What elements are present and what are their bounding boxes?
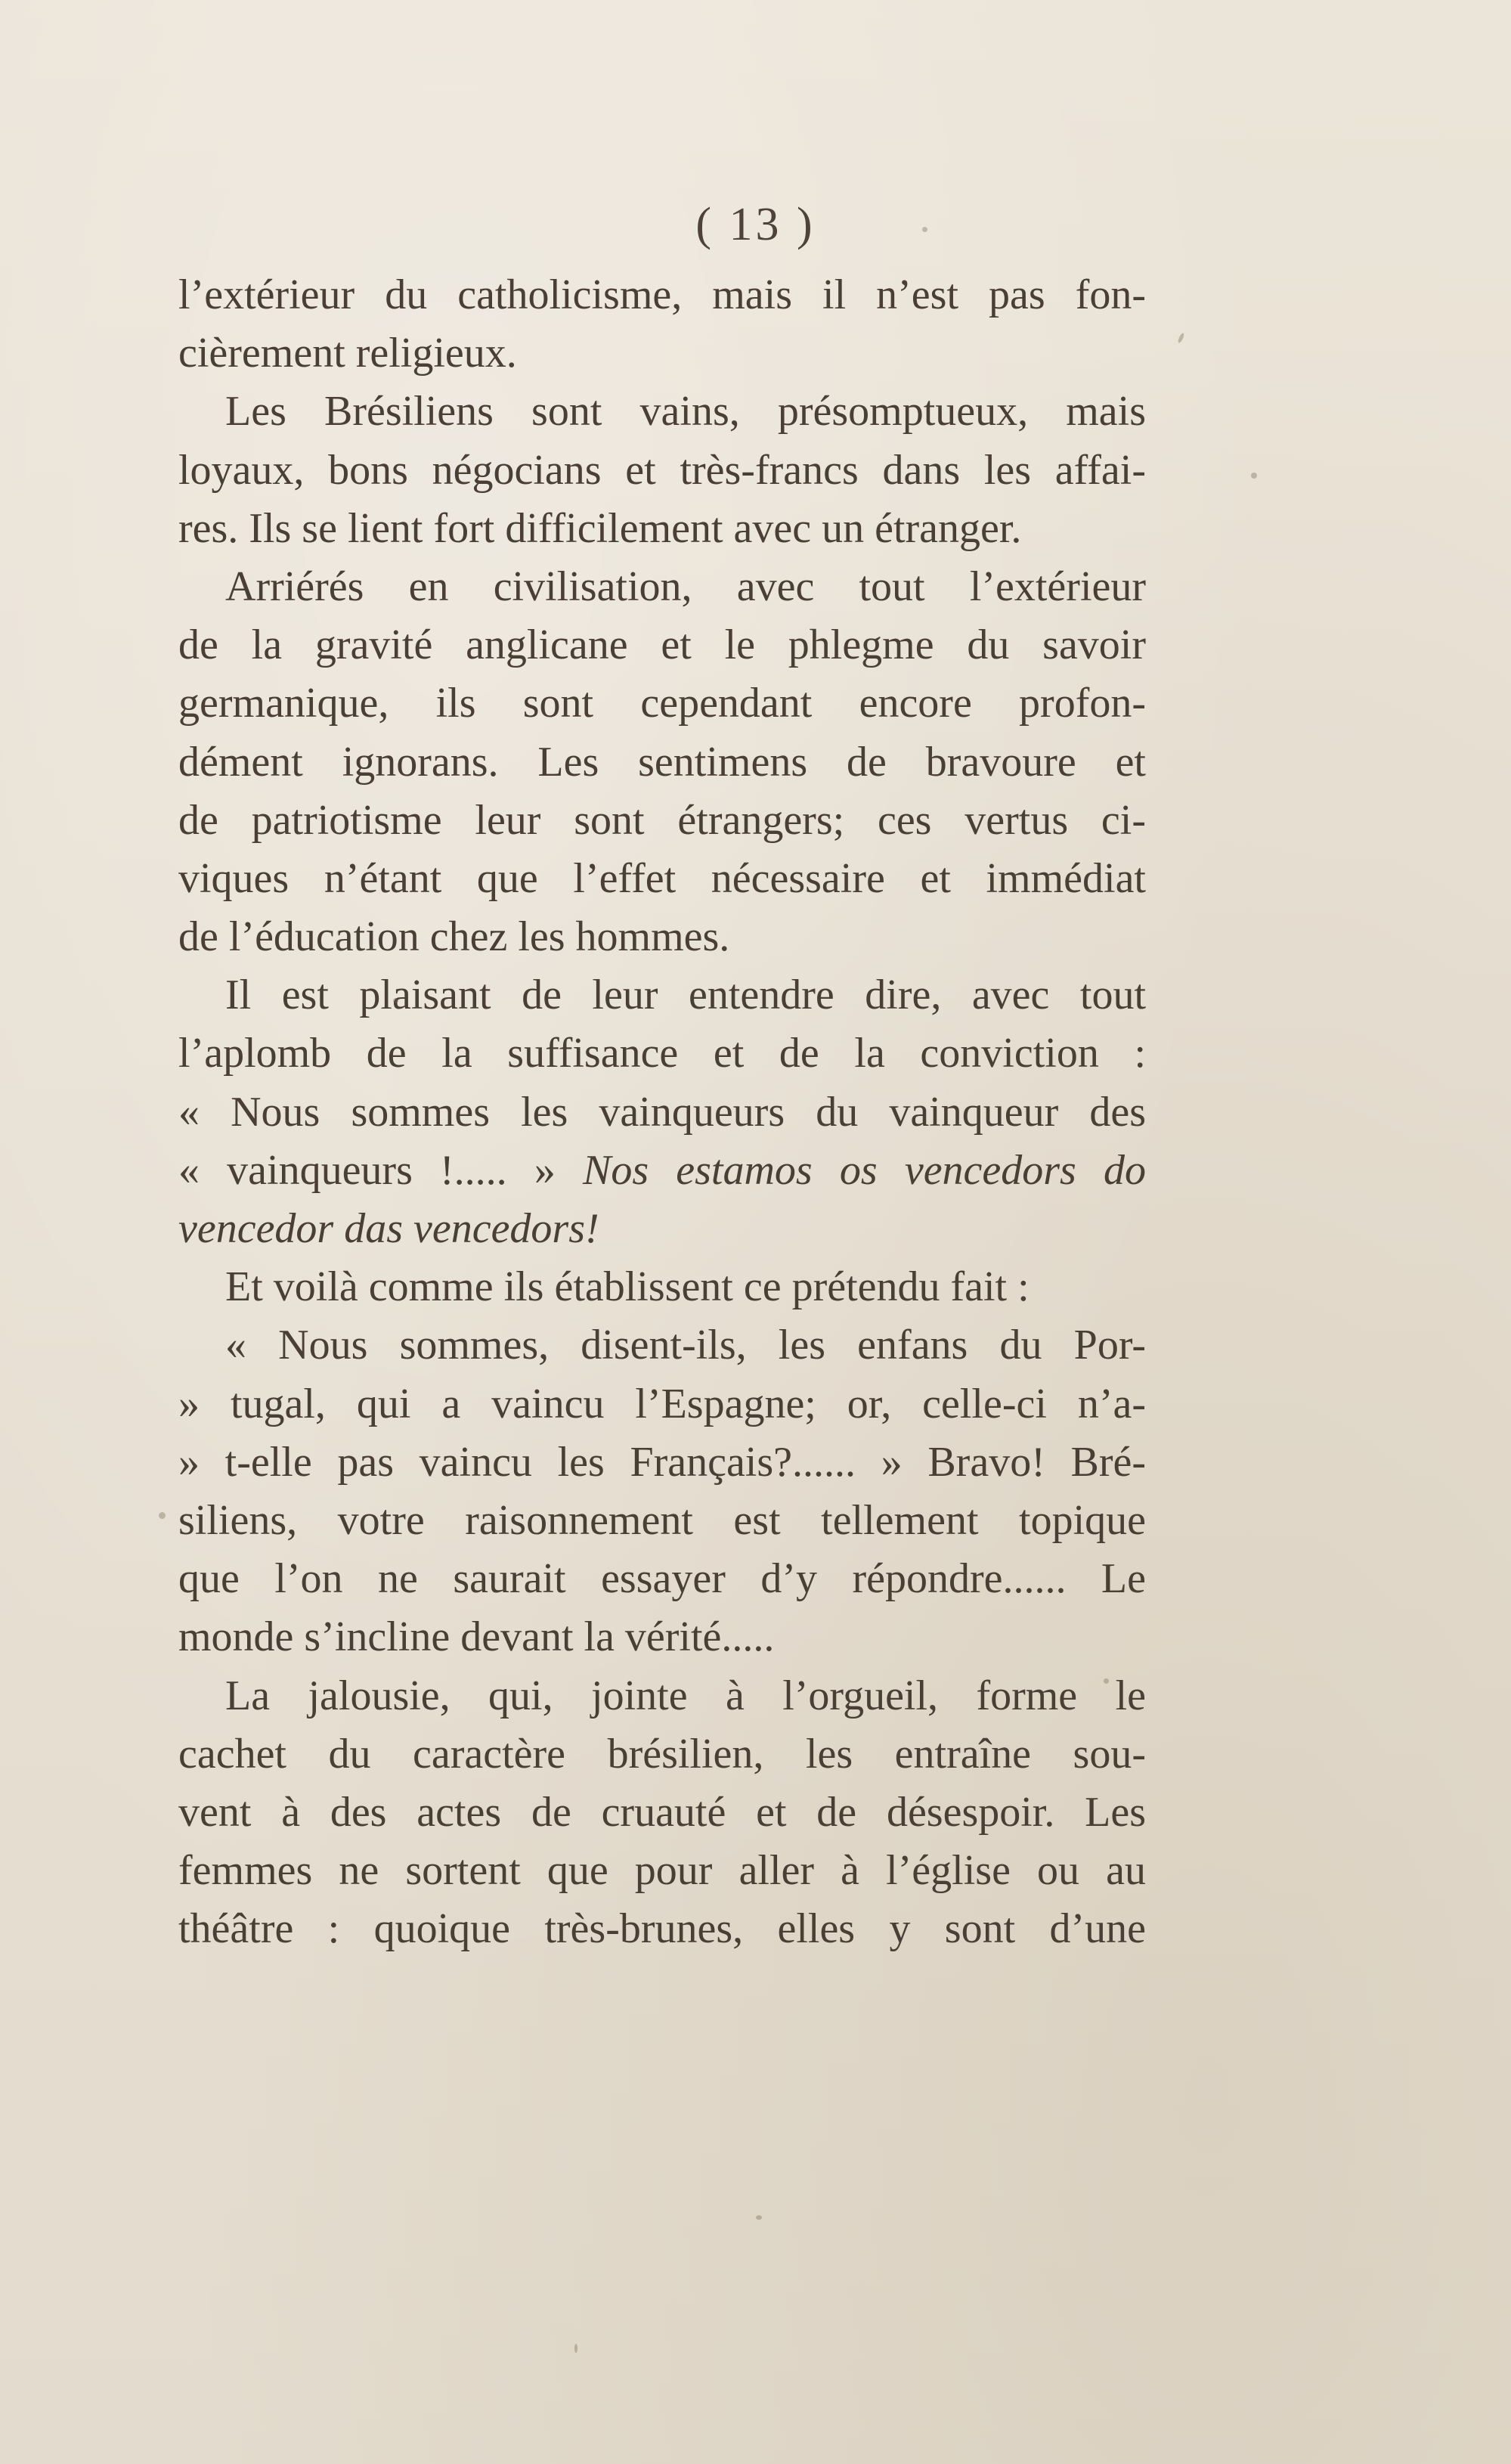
paper-speck (393, 998, 398, 1003)
page-number: ( 13 ) (695, 199, 816, 250)
text-line: l’aplomb de la suffisance et de la conviction : (178, 1030, 1146, 1077)
text-line: cachet du caractère brésilien, les entraîne sou- (178, 1730, 1146, 1777)
text-line: « Nous sommes les vainqueurs du vainqueur des (178, 1088, 1146, 1136)
text-line: femmes ne sortent que pour aller à l’église ou au (178, 1847, 1146, 1895)
text-line: Et voilà comme ils établissent ce prétendu fait : (225, 1263, 1030, 1311)
text-line: monde s’incline devant la vérité..... (178, 1613, 775, 1661)
text-line: Les Brésiliens sont vains, présomptueux, mais (225, 388, 1146, 435)
text-line: cièrement religieux. (178, 330, 517, 377)
paper-speck (574, 2344, 577, 2353)
text-line: res. Ils se lient fort difficilement avec un étranger. (178, 504, 1022, 552)
text-line: de la gravité anglicane et le phlegme du savoir (178, 621, 1146, 669)
text-line: de l’éducation chez les hommes. (178, 913, 730, 961)
text-line: germanique, ils sont cependant encore profon- (178, 680, 1146, 727)
text-line: dément ignorans. Les sentimens de bravoure et (178, 738, 1146, 786)
text-line: l’extérieur du catholicisme, mais il n’est pas fon- (178, 271, 1146, 318)
text-line: siliens, votre raisonnement est tellement topique (178, 1496, 1146, 1544)
text-line: que l’on ne saurait essayer d’y répondre...... Le (178, 1555, 1146, 1603)
text-line: loyaux, bons négocians et très-francs dans les affai- (178, 446, 1146, 494)
text-line: « Nous sommes, disent-ils, les enfans du Por- (225, 1322, 1146, 1369)
quote-end: « vainqueurs !..... » (178, 1146, 556, 1194)
paper-speck (1104, 1678, 1109, 1684)
text-line: Il est plaisant de leur entendre dire, avec tout (225, 972, 1146, 1019)
text-line: » t-elle pas vaincu les Français?...... » Bravo! Bré- (178, 1438, 1146, 1486)
portuguese-quote-cont: vencedor das vencedors! (178, 1205, 599, 1252)
text-line: viques n’étant que l’effet nécessaire et immédiat (178, 854, 1146, 902)
text-line: vent à des actes de cruauté et de désespoir. Les (178, 1788, 1146, 1836)
text-line: de patriotisme leur sont étrangers; ces vertus ci- (178, 796, 1146, 844)
text-line: » tugal, qui a vaincu l’Espagne; or, celle-ci n’a- (178, 1380, 1146, 1427)
text-line: La jalousie, qui, jointe à l’orgueil, forme le (225, 1672, 1146, 1719)
paper-speck (1177, 333, 1184, 344)
page-body-text (178, 266, 1146, 1958)
portuguese-quote: Nos estamos os vencedors do (582, 1146, 1146, 1194)
paper-speck (756, 2215, 762, 2220)
text-line: Arriérés en civilisation, avec tout l’extérieur (225, 563, 1146, 610)
text-line-mixed (178, 1142, 1146, 1200)
text-line: théâtre : quoique très-brunes, elles y sont d’une (178, 1905, 1146, 1953)
paper-speck (159, 1512, 166, 1519)
paper-speck (922, 227, 927, 232)
paper-speck (1251, 473, 1257, 479)
